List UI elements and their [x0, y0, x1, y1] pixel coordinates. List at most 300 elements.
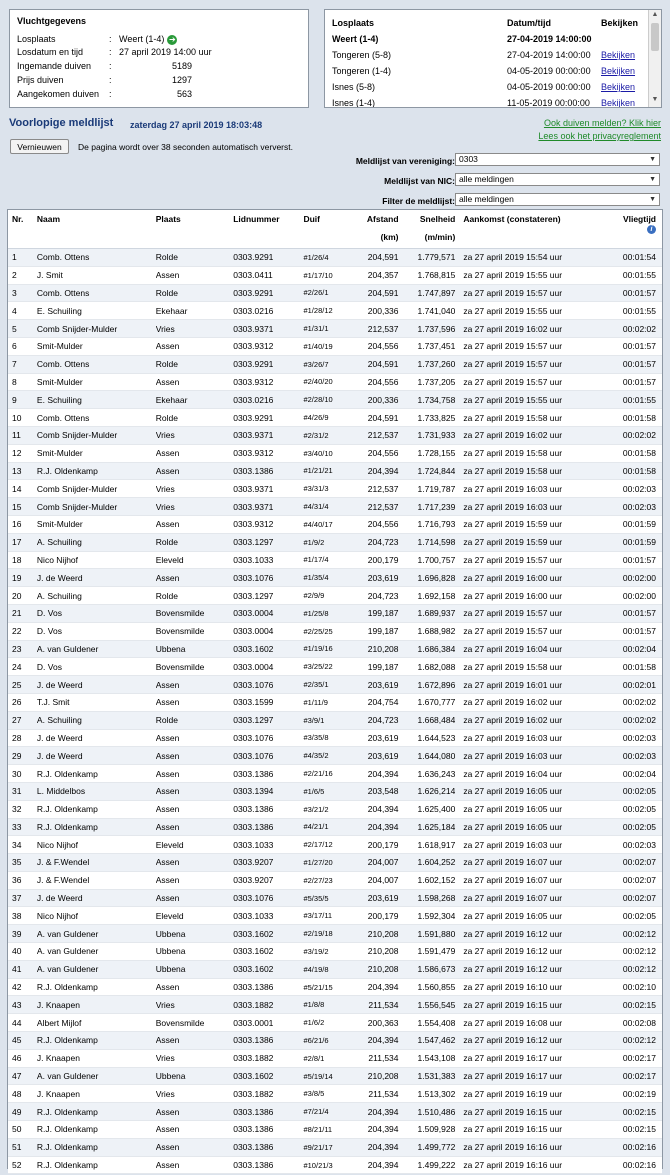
cell-aankomst: za 27 april 2019 16:15 uur [455, 1121, 602, 1139]
cell-naam: J. Smit [37, 266, 156, 284]
meldlijst-filter-select[interactable] [455, 193, 660, 206]
cell-nr: 41 [8, 960, 37, 978]
cell-nr: 32 [8, 800, 37, 818]
arrow-right-icon[interactable]: ➔ [168, 34, 176, 44]
flight-date: 11-05-2019 00:00:00 [507, 98, 590, 108]
cell-snelheid: 1.531,383 [399, 1067, 456, 1085]
cell-duif: #2/19/18 [303, 925, 355, 943]
cell-nr: 9 [8, 391, 37, 409]
col-header-snelheid-label: Snelheid [419, 214, 456, 224]
info-row-losdatum [17, 47, 302, 59]
cell-plaats: Eleveld [156, 551, 233, 569]
table-row [8, 498, 662, 516]
info-label: Aangekomen duiven [17, 89, 100, 99]
cell-snelheid: 1.598,268 [399, 889, 456, 907]
cell-plaats: Assen [156, 978, 233, 996]
table-row [8, 533, 662, 551]
cell-afstand: 210,208 [355, 943, 398, 961]
cell-vliegtijd: 00:02:05 [602, 818, 662, 836]
table-row [8, 889, 662, 907]
cell-duif: #2/8/1 [303, 1049, 355, 1067]
cell-lidnummer: 0303.9312 [233, 373, 303, 391]
vereniging-select[interactable] [455, 153, 660, 166]
cell-snelheid: 1.499,772 [399, 1138, 456, 1156]
cell-naam: J. Knaapen [37, 996, 156, 1014]
cell-duif: #9/21/17 [303, 1138, 355, 1156]
cell-vliegtijd: 00:02:12 [602, 960, 662, 978]
cell-naam: T.J. Smit [37, 693, 156, 711]
cell-afstand: 204,394 [355, 800, 398, 818]
cell-vliegtijd: 00:01:57 [602, 337, 662, 355]
results-table-container [7, 209, 663, 1169]
table-row [8, 480, 662, 498]
cell-aankomst: za 27 april 2019 15:59 uur [455, 515, 602, 533]
cell-snelheid: 1.626,214 [399, 782, 456, 800]
scroll-down-icon[interactable]: ▼ [651, 96, 659, 103]
cell-plaats: Eleveld [156, 907, 233, 925]
cell-snelheid: 1.700,757 [399, 551, 456, 569]
cell-snelheid: 1.543,108 [399, 1049, 456, 1067]
cell-afstand: 200,179 [355, 907, 398, 925]
cell-vliegtijd: 00:01:54 [602, 249, 662, 267]
cell-afstand: 212,537 [355, 480, 398, 498]
col-header-afstand-label: Afstand [366, 214, 399, 224]
cell-snelheid: 1.716,793 [399, 515, 456, 533]
table-row [8, 426, 662, 444]
cell-lidnummer: 0303.0411 [233, 266, 303, 284]
cell-duif: #5/21/15 [303, 978, 355, 996]
cell-aankomst: za 27 april 2019 15:57 uur [455, 622, 602, 640]
cell-plaats: Assen [156, 1121, 233, 1139]
cell-vliegtijd: 00:02:15 [602, 1121, 662, 1139]
table-row [8, 800, 662, 818]
table-row [8, 373, 662, 391]
cell-afstand: 200,179 [355, 551, 398, 569]
cell-aankomst: za 27 april 2019 15:57 uur [455, 355, 602, 373]
cell-lidnummer: 0303.1882 [233, 1049, 303, 1067]
cell-naam: A. van Guldener [37, 960, 156, 978]
cell-duif: #1/28/12 [303, 302, 355, 320]
table-row [8, 711, 662, 729]
cell-afstand: 199,187 [355, 604, 398, 622]
cell-aankomst: za 27 april 2019 16:03 uur [455, 747, 602, 765]
cell-lidnummer: 0303.1297 [233, 711, 303, 729]
cell-duif: #3/26/7 [303, 355, 355, 373]
cell-aankomst: za 27 april 2019 16:17 uur [455, 1067, 602, 1085]
cell-vliegtijd: 00:02:17 [602, 1049, 662, 1067]
cell-snelheid: 1.670,777 [399, 693, 456, 711]
cell-nr: 12 [8, 444, 37, 462]
cell-naam: E. Schuiling [37, 302, 156, 320]
table-row [8, 640, 662, 658]
cell-naam: R.J. Oldenkamp [37, 978, 156, 996]
table-header-row [8, 210, 662, 249]
cell-aankomst: za 27 april 2019 15:55 uur [455, 302, 602, 320]
flight-view-link[interactable]: Bekijken [601, 66, 636, 76]
cell-duif: #1/35/4 [303, 569, 355, 587]
cell-duif: #2/26/1 [303, 284, 355, 302]
cell-plaats: Bovensmilde [156, 604, 233, 622]
cell-snelheid: 1.747,897 [399, 284, 456, 302]
cell-nr: 31 [8, 782, 37, 800]
cell-plaats: Assen [156, 337, 233, 355]
info-icon[interactable]: i [647, 225, 656, 234]
cell-aankomst: za 27 april 2019 15:57 uur [455, 373, 602, 391]
cell-afstand: 203,548 [355, 782, 398, 800]
cell-plaats: Assen [156, 782, 233, 800]
cell-duif: #1/8/8 [303, 996, 355, 1014]
cell-vliegtijd: 00:02:00 [602, 569, 662, 587]
table-row [8, 1138, 662, 1156]
table-row [8, 1103, 662, 1121]
nic-select[interactable] [455, 173, 660, 186]
cell-plaats: Vries [156, 1049, 233, 1067]
cell-afstand: 210,208 [355, 1067, 398, 1085]
flight-name: Weert (1-4) [332, 34, 379, 44]
cell-vliegtijd: 00:01:55 [602, 266, 662, 284]
cell-plaats: Assen [156, 266, 233, 284]
cell-nr: 35 [8, 854, 37, 872]
cell-afstand: 200,363 [355, 1014, 398, 1032]
cell-vliegtijd: 00:02:01 [602, 676, 662, 694]
cell-aankomst: za 27 april 2019 15:58 uur [455, 444, 602, 462]
cell-naam: Nico Nijhof [37, 836, 156, 854]
cell-snelheid: 1.689,937 [399, 604, 456, 622]
cell-snelheid: 1.560,855 [399, 978, 456, 996]
cell-nr: 29 [8, 747, 37, 765]
cell-aankomst: za 27 april 2019 15:55 uur [455, 266, 602, 284]
cell-afstand: 211,534 [355, 1085, 398, 1103]
table-row [8, 622, 662, 640]
cell-nr: 42 [8, 978, 37, 996]
flights-scrollbar[interactable] [648, 10, 661, 107]
table-row [8, 284, 662, 302]
cell-nr: 27 [8, 711, 37, 729]
cell-lidnummer: 0303.1386 [233, 1103, 303, 1121]
cell-plaats: Assen [156, 373, 233, 391]
cell-afstand: 204,394 [355, 1156, 398, 1174]
cell-aankomst: za 27 april 2019 15:58 uur [455, 462, 602, 480]
cell-nr: 34 [8, 836, 37, 854]
cell-nr: 48 [8, 1085, 37, 1103]
cell-plaats: Assen [156, 747, 233, 765]
table-row [8, 391, 662, 409]
info-value-prijs: 1297 [171, 75, 192, 85]
cell-naam: Smit-Mulder [37, 337, 156, 355]
cell-duif: #2/25/25 [303, 622, 355, 640]
cell-vliegtijd: 00:01:57 [602, 551, 662, 569]
cell-snelheid: 1.644,080 [399, 747, 456, 765]
table-row [8, 1156, 662, 1174]
cell-vliegtijd: 00:02:19 [602, 1085, 662, 1103]
cell-lidnummer: 0303.0216 [233, 391, 303, 409]
cell-plaats: Vries [156, 480, 233, 498]
cell-plaats: Ubbena [156, 925, 233, 943]
cell-nr: 50 [8, 1121, 37, 1139]
cell-vliegtijd: 00:02:07 [602, 854, 662, 872]
cell-lidnummer: 0303.1076 [233, 747, 303, 765]
cell-nr: 33 [8, 818, 37, 836]
cell-vliegtijd: 00:01:55 [602, 391, 662, 409]
cell-naam: Comb. Ottens [37, 409, 156, 427]
cell-lidnummer: 0303.9207 [233, 871, 303, 889]
cell-afstand: 204,394 [355, 1121, 398, 1139]
info-row-prijs [17, 75, 302, 87]
cell-duif: #3/17/11 [303, 907, 355, 925]
cell-snelheid: 1.625,184 [399, 818, 456, 836]
cell-lidnummer: 0303.1602 [233, 960, 303, 978]
cell-nr: 17 [8, 533, 37, 551]
cell-vliegtijd: 00:02:03 [602, 498, 662, 516]
cell-naam: R.J. Oldenkamp [37, 1032, 156, 1050]
cell-duif: #8/21/11 [303, 1121, 355, 1139]
cell-plaats: Ekehaar [156, 302, 233, 320]
cell-vliegtijd: 00:01:59 [602, 533, 662, 551]
cell-nr: 37 [8, 889, 37, 907]
cell-afstand: 203,619 [355, 569, 398, 587]
cell-lidnummer: 0303.1076 [233, 729, 303, 747]
report-pigeons-link[interactable]: Ook duiven melden? Klik hier [543, 118, 661, 128]
cell-aankomst: za 27 april 2019 16:00 uur [455, 569, 602, 587]
cell-duif: #2/31/2 [303, 426, 355, 444]
info-value-ingemande: 5189 [171, 61, 192, 71]
table-row [8, 978, 662, 996]
cell-duif: #4/19/8 [303, 960, 355, 978]
cell-plaats: Assen [156, 765, 233, 783]
cell-nr: 14 [8, 480, 37, 498]
cell-vliegtijd: 00:02:02 [602, 693, 662, 711]
cell-lidnummer: 0303.9371 [233, 498, 303, 516]
refresh-button[interactable]: Vernieuwen [10, 139, 69, 154]
flight-view-link[interactable]: Bekijken [601, 82, 636, 92]
cell-vliegtijd: 00:02:02 [602, 426, 662, 444]
scroll-up-icon[interactable]: ▲ [651, 11, 659, 18]
cell-lidnummer: 0303.0004 [233, 658, 303, 676]
flight-view-link[interactable]: Bekijken [601, 50, 636, 60]
cell-nr: 1 [8, 249, 37, 267]
cell-nr: 3 [8, 284, 37, 302]
cell-duif: #5/35/5 [303, 889, 355, 907]
cell-plaats: Assen [156, 818, 233, 836]
scroll-thumb[interactable] [651, 23, 659, 51]
cell-snelheid: 1.499,222 [399, 1156, 456, 1174]
cell-aankomst: za 27 april 2019 16:10 uur [455, 978, 602, 996]
cell-snelheid: 1.510,486 [399, 1103, 456, 1121]
cell-plaats: Rolde [156, 409, 233, 427]
cell-vliegtijd: 00:02:02 [602, 320, 662, 338]
cell-snelheid: 1.672,896 [399, 676, 456, 694]
cell-plaats: Assen [156, 871, 233, 889]
cell-plaats: Assen [156, 800, 233, 818]
cell-duif: #1/25/8 [303, 604, 355, 622]
table-row [8, 854, 662, 872]
cell-duif: #2/9/9 [303, 587, 355, 605]
cell-afstand: 204,394 [355, 462, 398, 480]
cell-vliegtijd: 00:02:17 [602, 1067, 662, 1085]
cell-nr: 47 [8, 1067, 37, 1085]
cell-aankomst: za 27 april 2019 16:15 uur [455, 1103, 602, 1121]
cell-afstand: 204,754 [355, 693, 398, 711]
page-title: Voorlopige meldlijst [9, 117, 114, 129]
cell-duif: #6/21/6 [303, 1032, 355, 1050]
info-value-aangekomen: 563 [176, 89, 192, 99]
cell-aankomst: za 27 april 2019 16:19 uur [455, 1085, 602, 1103]
table-row [8, 943, 662, 961]
cell-aankomst: za 27 april 2019 16:08 uur [455, 1014, 602, 1032]
info-colon: : [109, 47, 112, 57]
cell-snelheid: 1.737,205 [399, 373, 456, 391]
cell-vliegtijd: 00:01:58 [602, 444, 662, 462]
refresh-countdown-text: De pagina wordt over 38 seconden automatisch ververst. [78, 142, 293, 152]
cell-vliegtijd: 00:01:58 [602, 409, 662, 427]
flight-date: 27-04-2019 14:00:00 [507, 50, 591, 60]
cell-aankomst: za 27 april 2019 15:59 uur [455, 533, 602, 551]
flight-info-panel [9, 9, 309, 108]
cell-nr: 30 [8, 765, 37, 783]
cell-aankomst: za 27 april 2019 16:12 uur [455, 925, 602, 943]
cell-duif: #3/35/8 [303, 729, 355, 747]
cell-lidnummer: 0303.1076 [233, 569, 303, 587]
cell-naam: A. Schuiling [37, 587, 156, 605]
cell-naam: A. van Guldener [37, 640, 156, 658]
cell-plaats: Vries [156, 426, 233, 444]
flight-date: 04-05-2019 00:00:00 [507, 66, 591, 76]
cell-naam: Comb Snijder-Mulder [37, 320, 156, 338]
cell-lidnummer: 0303.1076 [233, 889, 303, 907]
cell-vliegtijd: 00:02:05 [602, 782, 662, 800]
cell-lidnummer: 0303.1386 [233, 800, 303, 818]
cell-snelheid: 1.741,040 [399, 302, 456, 320]
cell-snelheid: 1.686,384 [399, 640, 456, 658]
cell-plaats: Vries [156, 320, 233, 338]
flight-row [332, 82, 644, 96]
flight-row[interactable] [332, 34, 644, 48]
cell-afstand: 204,556 [355, 444, 398, 462]
cell-afstand: 204,556 [355, 373, 398, 391]
col-header-naam: Naam [37, 210, 156, 249]
cell-aankomst: za 27 april 2019 16:03 uur [455, 836, 602, 854]
cell-plaats: Ubbena [156, 1067, 233, 1085]
cell-vliegtijd: 00:02:03 [602, 480, 662, 498]
table-row [8, 729, 662, 747]
cell-snelheid: 1.728,155 [399, 444, 456, 462]
cell-nr: 20 [8, 587, 37, 605]
cell-duif: #4/21/1 [303, 818, 355, 836]
cell-duif: #3/31/3 [303, 480, 355, 498]
cell-aankomst: za 27 april 2019 16:12 uur [455, 943, 602, 961]
info-value-losdatum: 27 april 2019 14:00 uur [119, 47, 212, 57]
cell-afstand: 204,723 [355, 587, 398, 605]
table-row [8, 266, 662, 284]
flight-view-link[interactable]: Bekijken [601, 98, 636, 108]
flight-name: Tongeren (1-4) [332, 66, 392, 76]
cell-snelheid: 1.714,598 [399, 533, 456, 551]
cell-vliegtijd: 00:02:00 [602, 587, 662, 605]
cell-lidnummer: 0303.0001 [233, 1014, 303, 1032]
cell-duif: #3/9/1 [303, 711, 355, 729]
col-header-duif: Duif [303, 210, 355, 249]
table-row [8, 925, 662, 943]
table-row [8, 1121, 662, 1139]
cell-afstand: 212,537 [355, 498, 398, 516]
flight-info-title: Vluchtgegevens [17, 16, 87, 26]
cell-plaats: Rolde [156, 355, 233, 373]
cell-naam: D. Vos [37, 622, 156, 640]
cell-afstand: 204,723 [355, 711, 398, 729]
cell-duif: #2/28/10 [303, 391, 355, 409]
table-row [8, 782, 662, 800]
cell-vliegtijd: 00:02:15 [602, 1103, 662, 1121]
cell-nr: 15 [8, 498, 37, 516]
cell-aankomst: za 27 april 2019 16:03 uur [455, 729, 602, 747]
cell-vliegtijd: 00:02:12 [602, 925, 662, 943]
cell-vliegtijd: 00:02:07 [602, 889, 662, 907]
cell-snelheid: 1.737,596 [399, 320, 456, 338]
cell-aankomst: za 27 april 2019 16:04 uur [455, 640, 602, 658]
cell-naam: Smit-Mulder [37, 373, 156, 391]
cell-aankomst: za 27 april 2019 16:02 uur [455, 320, 602, 338]
cell-afstand: 211,534 [355, 1049, 398, 1067]
cell-snelheid: 1.554,408 [399, 1014, 456, 1032]
table-row [8, 462, 662, 480]
cell-plaats: Rolde [156, 587, 233, 605]
cell-naam: R.J. Oldenkamp [37, 1156, 156, 1174]
flights-list-panel [324, 9, 662, 108]
cell-afstand: 204,556 [355, 515, 398, 533]
cell-duif: #3/25/22 [303, 658, 355, 676]
cell-naam: R.J. Oldenkamp [37, 800, 156, 818]
cell-naam: D. Vos [37, 658, 156, 676]
table-row [8, 1049, 662, 1067]
cell-vliegtijd: 00:02:03 [602, 836, 662, 854]
table-row [8, 871, 662, 889]
cell-afstand: 203,619 [355, 889, 398, 907]
cell-naam: J. Knaapen [37, 1085, 156, 1103]
cell-plaats: Assen [156, 462, 233, 480]
cell-nr: 2 [8, 266, 37, 284]
cell-naam: D. Vos [37, 604, 156, 622]
cell-lidnummer: 0303.9291 [233, 249, 303, 267]
cell-vliegtijd: 00:02:12 [602, 943, 662, 961]
cell-aankomst: za 27 april 2019 16:07 uur [455, 871, 602, 889]
select-value: 0303 [459, 154, 478, 164]
table-row [8, 587, 662, 605]
cell-aankomst: za 27 april 2019 16:07 uur [455, 854, 602, 872]
info-label: Losdatum en tijd [17, 47, 84, 57]
cell-nr: 39 [8, 925, 37, 943]
cell-snelheid: 1.734,758 [399, 391, 456, 409]
cell-lidnummer: 0303.1386 [233, 978, 303, 996]
cell-lidnummer: 0303.1882 [233, 996, 303, 1014]
cell-duif: #1/6/2 [303, 1014, 355, 1032]
col-header-afstand-unit: (km) [380, 232, 399, 242]
col-header-vliegtijd-label: Vliegtijd [622, 214, 656, 224]
cell-aankomst: za 27 april 2019 16:03 uur [455, 480, 602, 498]
info-label: Losplaats [17, 34, 56, 44]
table-row [8, 1032, 662, 1050]
table-row [8, 658, 662, 676]
cell-snelheid: 1.696,828 [399, 569, 456, 587]
table-row [8, 676, 662, 694]
cell-duif: #3/8/5 [303, 1085, 355, 1103]
table-row [8, 249, 662, 267]
cell-vliegtijd: 00:02:16 [602, 1138, 662, 1156]
cell-lidnummer: 0303.1033 [233, 836, 303, 854]
cell-plaats: Assen [156, 1138, 233, 1156]
privacy-link[interactable]: Lees ook het privacyreglement [538, 131, 661, 141]
cell-naam: J. Knaapen [37, 1049, 156, 1067]
table-row [8, 302, 662, 320]
